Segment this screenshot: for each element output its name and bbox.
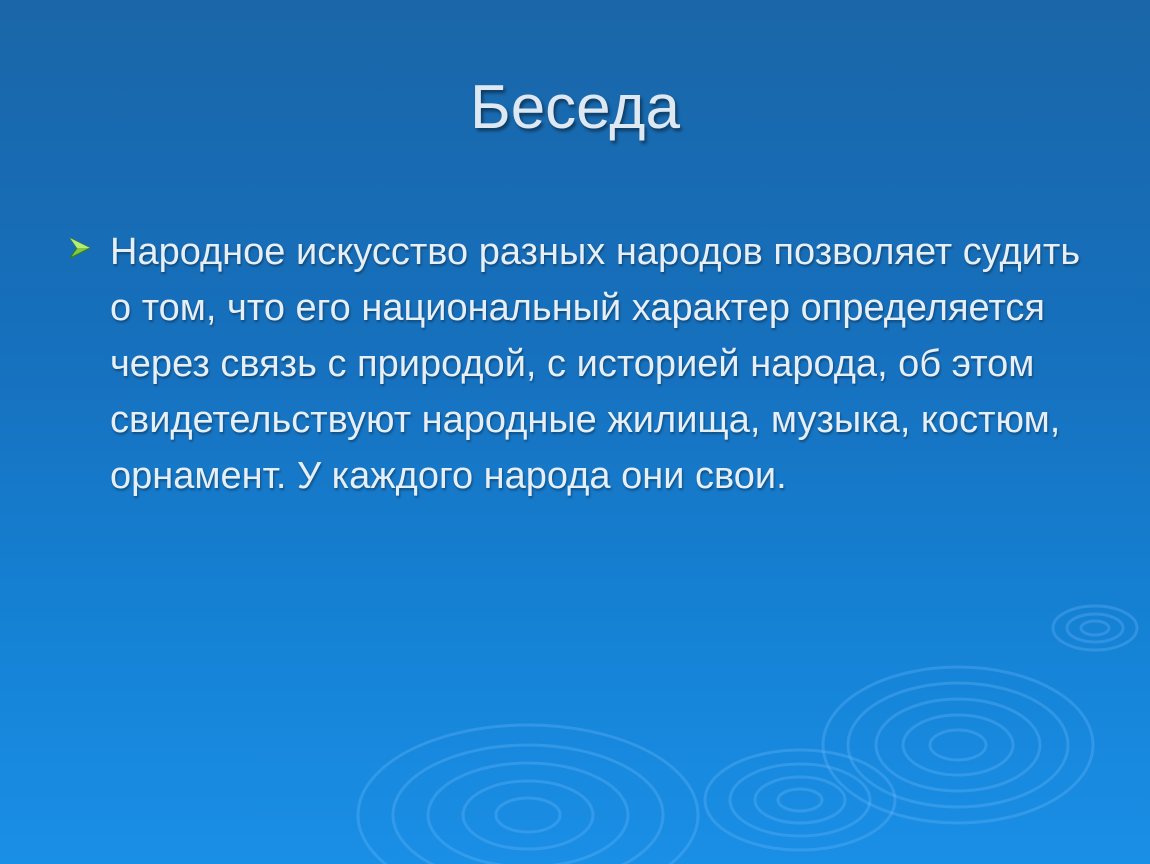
bullet-text: Народное искусство разных народов позволяет судить о том, что его национальный характер определяется через связь с природой, с историей народа, об этом свидетельствуют народные жилища, музыка, костюм, орнамент. У каждого народа они свои. — [110, 231, 1081, 497]
arrow-bullet-icon — [68, 236, 92, 260]
slide-title: Беседа — [470, 73, 680, 142]
